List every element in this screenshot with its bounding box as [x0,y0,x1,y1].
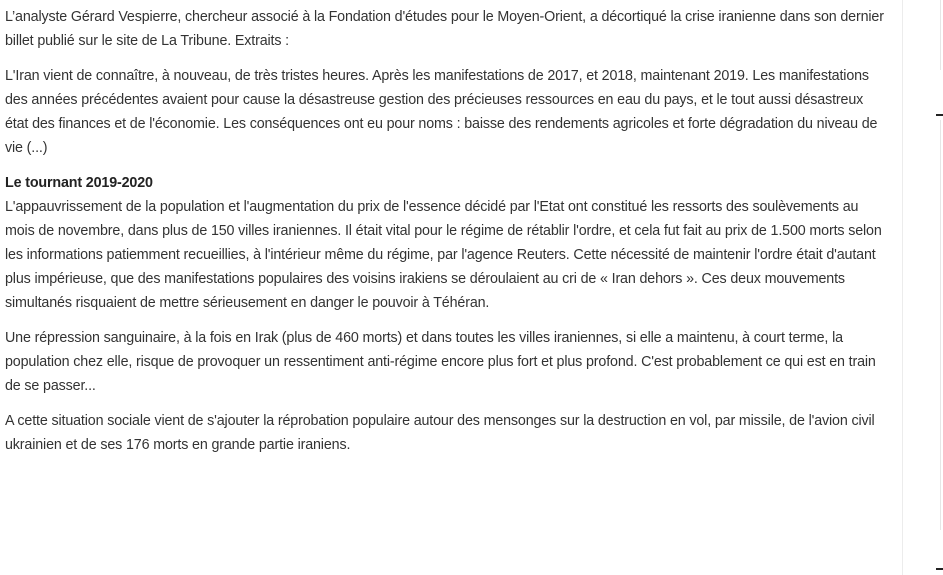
sidebar-card-edge-top [940,0,941,70]
article-body [5,5,885,468]
sidebar-rule-marker-bottom [936,568,943,570]
section-paragraph-1: L'appauvrissement de la population et l'augmentation du prix de l'essence décidé par l'Etat ont constitué les ressorts des soulèvements au mois de novembre, dans plus de 150 villes iraniennes. Il était vital pour le régime de rétablir l'ordre, et cela fut fait au prix de 1.500 morts selon les informations patiemment recueillies, à l'intérieur même du régime, par l'agence Reuters. Cette nécessité de maintenir l'ordre était d'autant plus impérieuse, que des manifestations populaires des voisins irakiens se déroulaient au cri de « Iran dehors ». Ces deux mouvements simultanés risquaient de mettre sérieusement en danger le pouvoir à Téhéran. [5,199,882,311]
intro-paragraph-2: L'Iran vient de connaître, à nouveau, de très tristes heures. Après les manifestations de 2017, et 2018, maintenant 2019. Les manifestations des années précédentes avaient pour cause la désastreuse gestion des précieuses ressources en eau du pays, et le tout aussi désastreux état des finances et de l'économie. Les conséquences ont eu pour noms : baisse des rendements agricoles et forte dégradation du niveau de vie (...) [5,68,878,156]
section-heading: Le tournant 2019-2020 [5,175,153,191]
sidebar-rule-marker [936,114,943,116]
section-paragraph-2: Une répression sanguinaire, à la fois en Irak (plus de 460 morts) et dans toutes les villes iraniennes, si elle a maintenu, à court terme, la population chez elle, risque de provoquer un ressentiment anti-régime encore plus fort et plus profond. C'est probablement ce qui est en train de se passer... [5,330,876,394]
intro-paragraph-1: L’analyste Gérard Vespierre, chercheur associé à la Fondation d'études pour le Moyen-Orient, a décortiqué la crise iranienne dans son dernier billet publié sur le site de La Tribune. Extraits : [5,9,884,49]
sidebar-divider [902,0,903,575]
section-paragraph-3: A cette situation sociale vient de s'ajouter la réprobation populaire autour des mensonges sur la destruction en vol, par missile, de l'avion civil ukrainien et de ses 176 morts en grande partie iraniens. [5,413,875,453]
sidebar-card-edge [940,120,941,530]
